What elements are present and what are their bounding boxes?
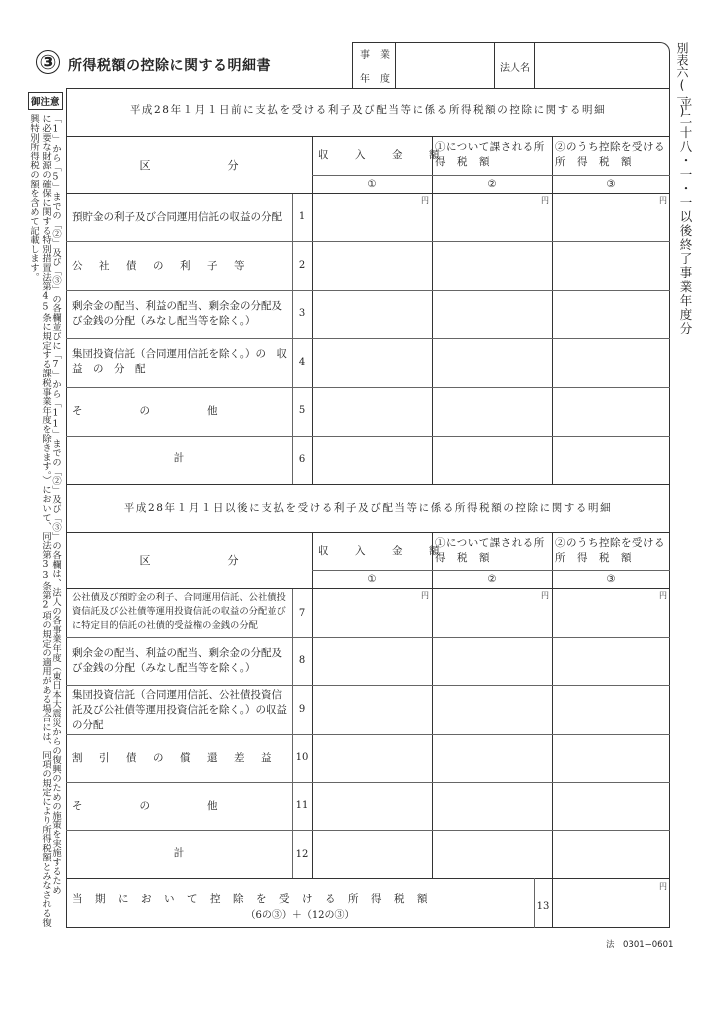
section2-row9-no: 9 <box>298 704 306 715</box>
section2-col-tax: ①について課される所 得 税 額 <box>435 537 556 564</box>
section2-row11-no: 11 <box>295 800 309 811</box>
total-label: 当 期 に お い て 控 除 を 受 け る 所 得 税 額 <box>72 893 429 905</box>
total-yen: 円 <box>659 882 667 891</box>
period-label: 平二十八・一・一以後終了事業年度分 <box>678 98 693 336</box>
section1-row1-yen-3: 円 <box>659 196 667 205</box>
section2-row10-no: 10 <box>295 752 309 763</box>
section1-row6-label: 計 <box>173 452 185 464</box>
form-id: 別表六(一) <box>675 42 689 118</box>
notice-text-2: に必要な財源の確保に関する特別措置法第45条に規定する課税事業年度を除きます。）において、同法第33条第2項の規定の適用がある場合には、同項の規定により所得税額とみなされる復興特別所得税の額を含めて記載します。 <box>28 114 51 927</box>
notice-text-1: 「1」から「5」までの「②」及び「③」の各欄並びに「7」から「11」までの「②」及び「③」の各欄は、法人の各事業年度（東日本大震災からの復興のための施策を実施するため <box>50 114 61 895</box>
section1-title: 平成28年１月１日前に支払を受ける利子及び配当等に係る所得税額の控除に関する明細 <box>129 104 607 116</box>
section2-row7-no: 7 <box>298 608 306 619</box>
footer-code: 法 0301−0601 <box>606 940 674 950</box>
business-year-label-2: 年 度 <box>360 74 390 85</box>
section1-row6-no: 6 <box>298 454 306 465</box>
section2-row7-label: 公社債及び預貯金の利子、合同運用信託、公社債投資信託及び公社債等運用投資信託の収益の分配並びに特定目的信託の社債的受益権の金銭の分配 <box>72 592 286 631</box>
section1-row1-yen-2: 円 <box>541 196 549 205</box>
section1-row1-credit-field[interactable] <box>553 194 669 240</box>
section1-col-credit: ②のうち控除を受ける所 得 税 額 <box>555 141 665 168</box>
section2-row12-no: 12 <box>295 849 309 860</box>
total-no: 13 <box>536 901 550 912</box>
total-formula: （6の③）＋（12の③） <box>245 910 355 921</box>
section1-col-no-2: ② <box>487 178 497 190</box>
section2-col-no-1: ① <box>367 573 377 585</box>
total-credit-field[interactable] <box>553 879 669 927</box>
section1-col-income: 収 入 金 額 <box>318 149 448 161</box>
section1-row2-label: 公 社 債 の 利 子 等 <box>72 260 248 272</box>
section2-row7-yen-3: 円 <box>659 591 667 600</box>
section2-col-no-3: ③ <box>606 573 616 585</box>
business-year-label-1: 事 業 <box>360 50 390 61</box>
section2-row12-label: 計 <box>173 847 185 859</box>
section1-row1-yen-1: 円 <box>421 196 429 205</box>
section1-row1-income-field[interactable] <box>313 194 431 240</box>
section1-col-no-3: ③ <box>606 178 616 190</box>
section1-col-kubun: 区 分 <box>139 158 239 172</box>
section1-row4-no: 4 <box>298 357 306 368</box>
business-year-input[interactable] <box>396 43 493 87</box>
form-number: ③ <box>39 50 57 74</box>
form-title: 所得税額の控除に関する明細書 <box>68 58 271 74</box>
section2-col-kubun: 区 分 <box>139 554 239 567</box>
section2-row8-label: 剰余金の配当、利益の配当、剰余金の分配及び金銭の分配（みなし配当等を除く。） <box>72 647 282 674</box>
section1-row3-label: 剰余金の配当、利益の配当、剰余金の分配及び金銭の分配（みなし配当等を除く。） <box>72 300 282 327</box>
section1-row1-no: 1 <box>298 211 306 222</box>
section1-row5-label: そ の 他 <box>72 405 221 417</box>
section1-row5-no: 5 <box>298 405 306 416</box>
section2-title: 平成28年１月１日以後に支払を受ける利子及び配当等に係る所得税額の控除に関する明細 <box>123 502 613 514</box>
section2-row9-label: 集団投資信託（合同運用信託、公社債投資信託及び公社債等運用投資信託を除く。）の収益の分配 <box>72 689 288 731</box>
company-name-input[interactable] <box>535 43 669 87</box>
section2-row7-yen-1: 円 <box>421 591 429 600</box>
section2-row10-label: 割 引 債 の 償 還 差 益 <box>72 752 275 764</box>
section2-col-credit: ②のうち控除を受ける所 得 税 額 <box>555 537 665 564</box>
section2-row8-no: 8 <box>298 655 306 666</box>
section2-row11-label: そ の 他 <box>72 800 221 812</box>
section1-col-no-1: ① <box>367 178 377 190</box>
section2-col-no-2: ② <box>487 573 497 585</box>
section1-col-tax: ①について課される所 得 税 額 <box>435 141 556 168</box>
section2-row7-tax-field[interactable] <box>433 589 551 636</box>
section1-row2-no: 2 <box>298 260 306 271</box>
section2-row7-yen-2: 円 <box>541 591 549 600</box>
section1-row1-tax-field[interactable] <box>433 194 551 240</box>
section2-col-income: 収 入 金 額 <box>318 545 448 557</box>
section1-row4-label: 集団投資信託（合同運用信託を除く。）の 収 益 の 分 配 <box>72 348 298 375</box>
section2-row7-credit-field[interactable] <box>553 589 669 636</box>
notice-label: 御注意 <box>28 92 63 110</box>
section1-row1-label: 預貯金の利子及び合同運用信託の収益の分配 <box>72 211 282 223</box>
company-name-label: 法人名 <box>500 63 530 74</box>
section2-row7-income-field[interactable] <box>313 589 431 636</box>
section1-row3-no: 3 <box>298 308 306 319</box>
